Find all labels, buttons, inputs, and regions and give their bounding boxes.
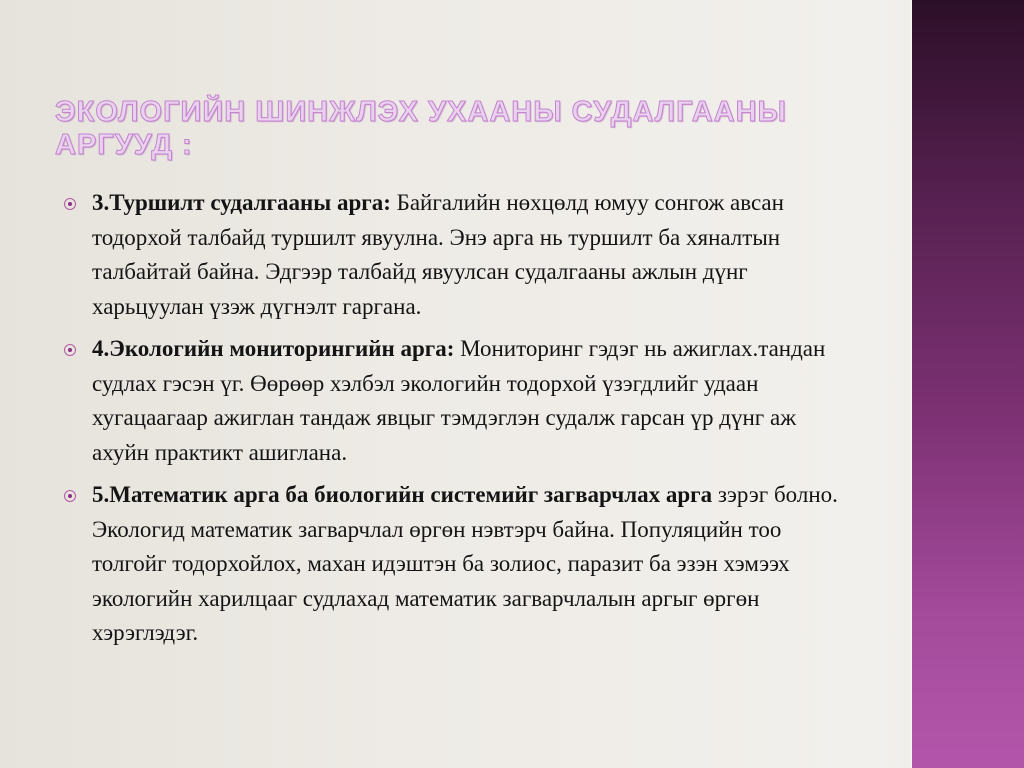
list-item xyxy=(64,186,854,324)
bullet-list xyxy=(64,186,854,659)
decorative-side-panel xyxy=(912,0,1024,768)
item-heading: 5.Математик арга ба биологийн системийг загварчлах арга xyxy=(92,482,713,507)
item-text: зэрэг болно. Экологид математик загварчлал өргөн нэвтэрч байна. Популяцийн тоо толгойг тодорхойлох, махан идэштэн ба золиос, паразит ба эзэн хэмээх экологийн харилцааг судлахад математик загварчлалын аргыг өргөн хэрэглэдэг. xyxy=(92,482,838,645)
item-text: Мониторинг гэдэг нь ажиглах.тандан судлах гэсэн үг. Өөрөөр хэлбэл экологийн тодорхой үзэгдлийг удаан хугацаагаар ажиглан тандаж явцыг тэмдэглэн судалж гарсан үр дүнг аж ахуйн практикт ашиглана. xyxy=(92,336,826,465)
circle-bullet-icon xyxy=(64,344,76,356)
item-heading: 4.Экологийн мониторингийн арга: xyxy=(92,336,455,361)
item-text: Байгалийн нөхцөлд юмуу сонгож авсан тодорхой талбайд туршилт явуулна. Энэ арга нь туршилт ба хяналтын талбайтай байна. Эдгээр талбайд явуулсан судалгааны ажлын дүнг харьцуулан үзэж дүгнэлт гаргана. xyxy=(92,190,784,319)
circle-bullet-icon xyxy=(64,198,76,210)
item-heading: 3.Туршилт судалгааны арга: xyxy=(92,190,391,215)
list-item xyxy=(64,478,854,651)
list-item xyxy=(64,332,854,470)
slide-title: ЭКОЛОГИЙН ШИНЖЛЭХ УХААНЫ СУДАЛГААНЫ АРГУУД : xyxy=(55,96,787,161)
circle-bullet-icon xyxy=(64,490,76,502)
